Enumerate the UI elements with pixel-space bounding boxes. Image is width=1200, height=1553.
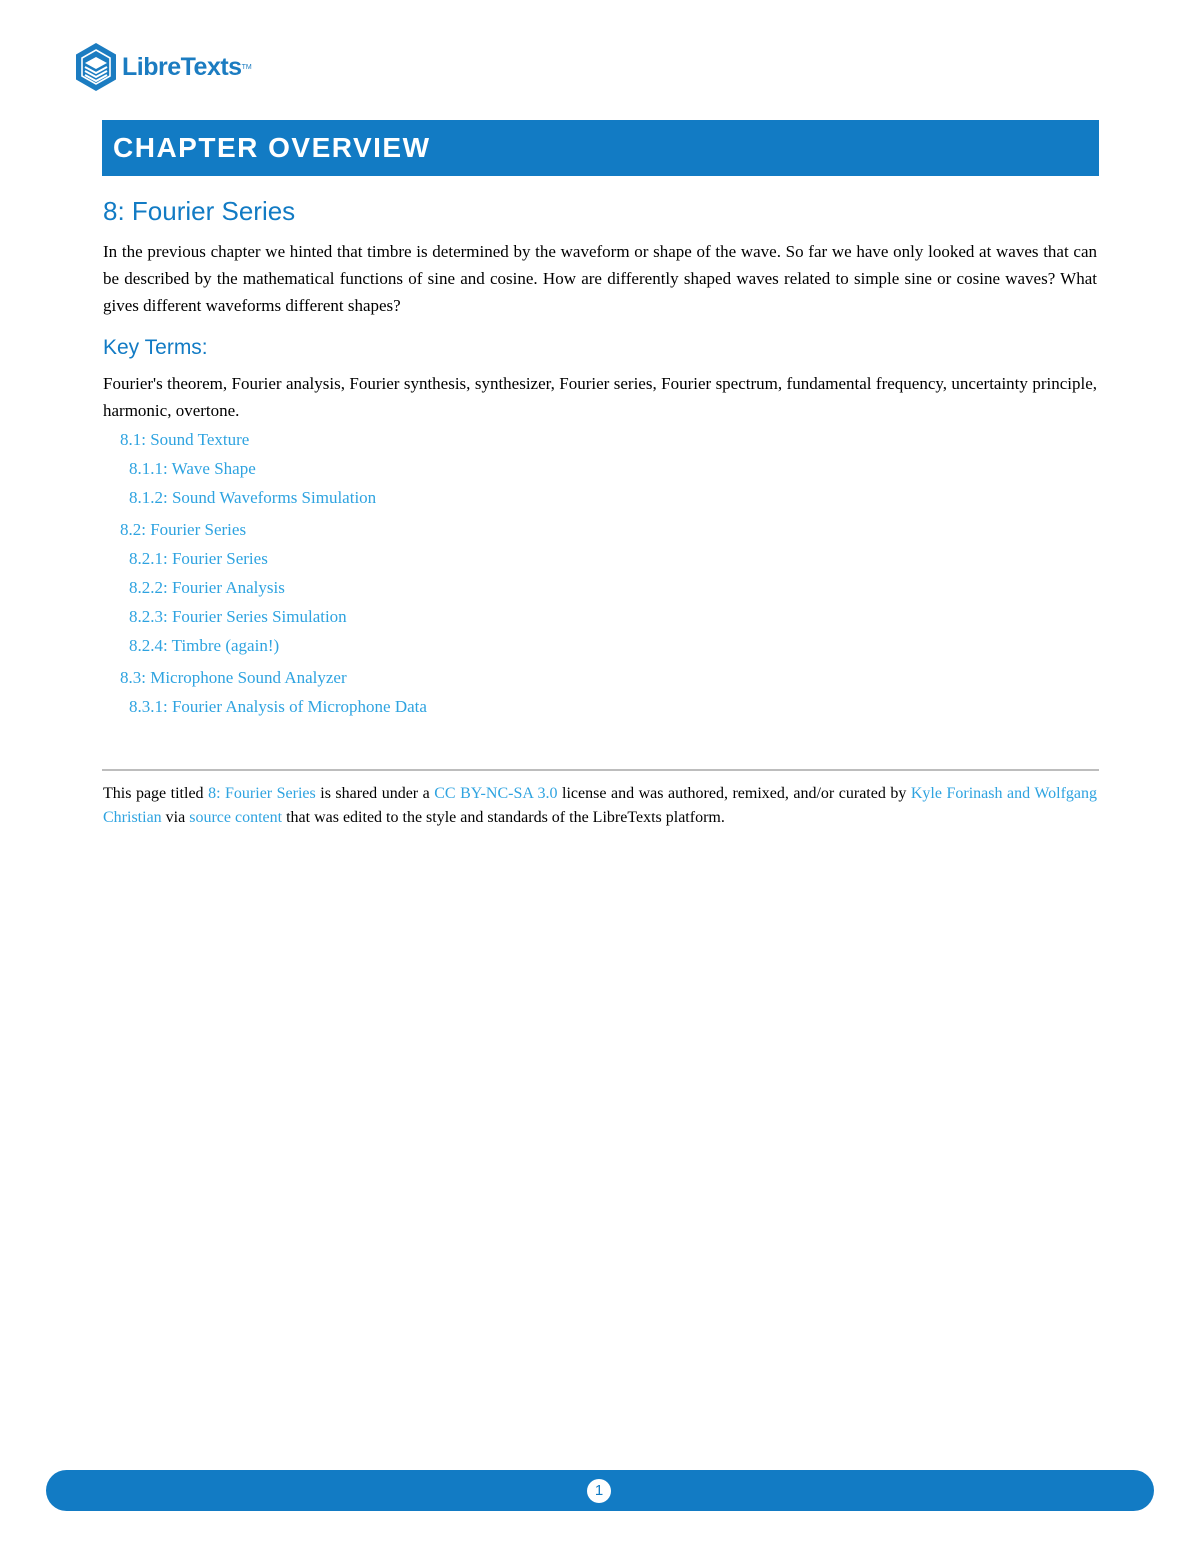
authors-link[interactable]: Kyle Forinash and Wolfgang Christian: [103, 785, 1098, 826]
libretexts-logo[interactable]: [74, 42, 252, 92]
main-content: [103, 194, 1097, 717]
banner-title: CHAPTER OVERVIEW: [113, 132, 431, 163]
toc-link-8-1-1[interactable]: 8.1.1: Wave Shape: [129, 459, 256, 478]
toc-link-8-2-1[interactable]: 8.2.1: Fourier Series: [129, 549, 268, 568]
toc-link-8-3[interactable]: 8.3: Microphone Sound Analyzer: [120, 668, 347, 687]
key-terms-list: Fourier's theorem, Fourier analysis, Fourier synthesis, synthesizer, Fourier series, Fourier spectrum, fundamental frequency, uncertainty principle, harmonic, overtone.: [103, 374, 1097, 420]
source-content-link[interactable]: source content: [189, 809, 283, 826]
license-notice: [103, 782, 1097, 830]
page-title: 8: Fourier Series: [103, 196, 296, 226]
toc-link-8-1-2[interactable]: 8.1.2: Sound Waveforms Simulation: [129, 488, 377, 507]
toc-link-8-1[interactable]: 8.1: Sound Texture: [120, 430, 250, 449]
toc-link-8-3-1[interactable]: 8.3.1: Fourier Analysis of Microphone Data: [129, 697, 427, 716]
toc-link-8-2-2[interactable]: 8.2.2: Fourier Analysis: [129, 578, 285, 597]
chapter-intro: In the previous chapter we hinted that timbre is determined by the waveform or shape of the wave. So far we have only looked at waves that can be described by the mathematical functions of sine and cosine. How are differently shaped waves related to simple sine or cosine waves? What gives different waveforms different shapes?: [103, 242, 1097, 315]
logo-wordmark: LibreTexts: [122, 52, 242, 81]
license-text-2: is shared under a: [315, 785, 435, 802]
chapter-overview-banner: [102, 120, 1099, 176]
toc-link-8-2[interactable]: 8.2: Fourier Series: [120, 520, 247, 539]
license-text-5: that was edited to the style and standards of the LibreTexts platform.: [282, 809, 725, 826]
libretexts-stacked-books-icon: [74, 42, 118, 92]
footer-divider: [102, 769, 1099, 771]
toc-link-8-2-4[interactable]: 8.2.4: Timbre (again!): [129, 636, 280, 655]
license-text-1: This page titled: [103, 785, 209, 802]
license-text-3: license and was authored, remixed, and/or curated by: [557, 785, 911, 802]
toc-link-8-2-3[interactable]: 8.2.3: Fourier Series Simulation: [129, 607, 347, 626]
page-title-link[interactable]: 8: Fourier Series: [208, 785, 316, 802]
key-terms-heading: Key Terms:: [103, 336, 208, 359]
page-number: 1: [587, 1479, 611, 1503]
license-text-4: via: [161, 809, 190, 826]
license-link[interactable]: CC BY-NC-SA 3.0: [434, 785, 558, 802]
table-of-contents: [103, 430, 1097, 717]
logo-trademark: TM: [241, 64, 252, 71]
